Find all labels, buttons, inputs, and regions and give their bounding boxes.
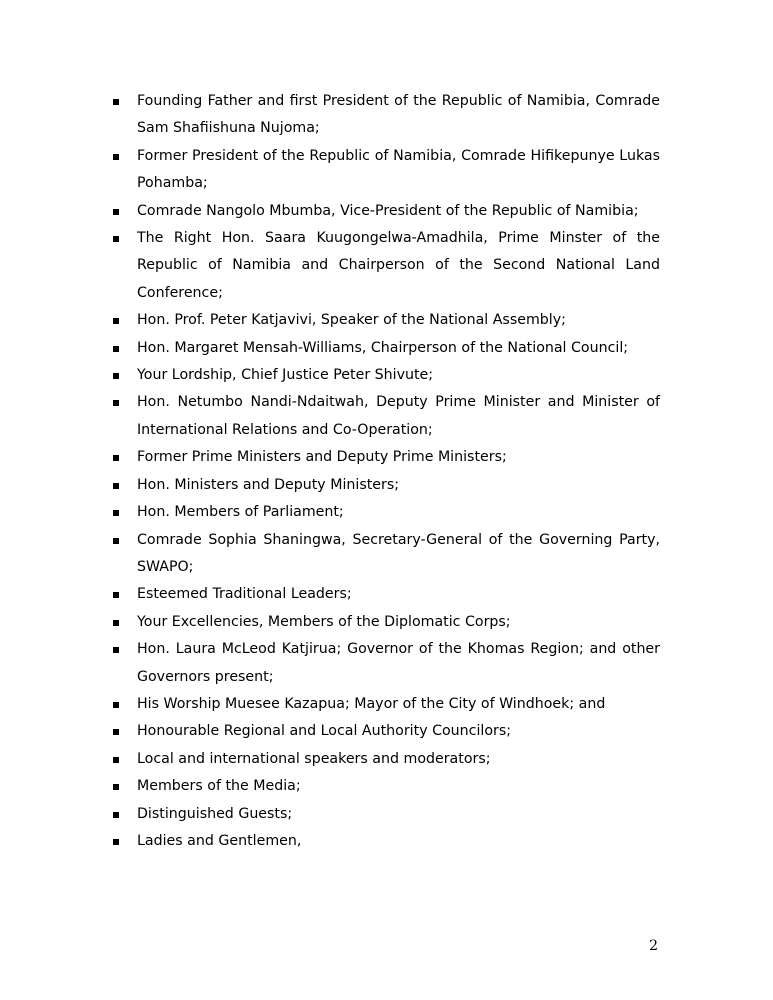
list-item-text: Hon. Netumbo Nandi-Ndaitwah, Deputy Prime Minister and Minister of International Relations and Co-Operation; [137,394,660,438]
list-item-text: His Worship Muesee Kazapua; Mayor of the City of Windhoek; and [137,695,606,712]
square-bullet-icon [113,318,119,324]
square-bullet-icon [113,373,119,379]
square-bullet-icon [113,620,119,626]
list-item-text: Former Prime Ministers and Deputy Prime Ministers; [137,449,507,466]
list-item-text: Your Excellencies, Members of the Diplomatic Corps; [137,613,511,630]
list-item [110,581,660,608]
list-item-text: Members of the Media; [137,778,301,795]
list-item [110,609,660,636]
list-item [110,801,660,828]
list-item-text: Comrade Nangolo Mbumba, Vice-President of the Republic of Namibia; [137,202,639,219]
list-item [110,307,660,334]
list-item [110,198,660,225]
square-bullet-icon [113,455,119,461]
list-item [110,225,660,307]
square-bullet-icon [113,592,119,598]
list-item-text: Ladies and Gentlemen, [137,832,302,849]
list-item-text: Hon. Margaret Mensah-Williams, Chairperson of the National Council; [137,339,629,356]
list-item-text: Hon. Ministers and Deputy Ministers; [137,476,400,493]
square-bullet-icon [113,400,119,406]
list-item [110,444,660,471]
square-bullet-icon [113,538,119,544]
list-item [110,718,660,745]
salutation-list [110,88,660,855]
list-item-text: Former President of the Republic of Namibia, Comrade Hifikepunye Lukas Pohamba; [137,147,660,192]
list-item-text: Honourable Regional and Local Authority Councilors; [137,723,512,740]
list-item [110,773,660,800]
list-item-text: Local and international speakers and moderators; [137,750,491,767]
square-bullet-icon [113,647,119,653]
square-bullet-icon [113,154,119,160]
list-item-text: Comrade Sophia Shaningwa, Secretary-General of the Governing Party, SWAPO; [137,531,660,575]
list-item-text: Your Lordship, Chief Justice Peter Shivute; [137,367,434,384]
square-bullet-icon [113,510,119,516]
square-bullet-icon [113,729,119,735]
square-bullet-icon [113,209,119,215]
list-item [110,828,660,855]
square-bullet-icon [113,839,119,845]
list-item-text: Esteemed Traditional Leaders; [137,586,352,603]
list-item [110,389,660,444]
list-item-text: The Right Hon. Saara Kuugongelwa-Amadhila, Prime Minster of the Republic of Namibia and Chairperson of the Second National Land Conference; [137,230,660,301]
list-item-text: Founding Father and first President of the Republic of Namibia, Comrade Sam Shafiishuna Nujoma; [137,93,660,137]
list-item [110,746,660,773]
list-item [110,691,660,718]
list-item [110,88,660,143]
list-item-text: Hon. Prof. Peter Katjavivi, Speaker of the National Assembly; [137,312,566,329]
page-number: 2 [649,938,658,954]
square-bullet-icon [113,236,119,242]
list-item-text: Distinguished Guests; [137,805,293,822]
square-bullet-icon [113,346,119,352]
list-item [110,362,660,389]
list-item [110,636,660,691]
list-item [110,527,660,582]
list-item [110,335,660,362]
square-bullet-icon [113,483,119,489]
list-item [110,472,660,499]
square-bullet-icon [113,702,119,708]
square-bullet-icon [113,99,119,105]
square-bullet-icon [113,784,119,790]
list-item [110,143,660,198]
list-item-text: Hon. Laura McLeod Katjirua; Governor of the Khomas Region; and other Governors present; [137,641,660,685]
square-bullet-icon [113,757,119,763]
list-item-text: Hon. Members of Parliament; [137,504,344,521]
square-bullet-icon [113,812,119,818]
list-item [110,499,660,526]
